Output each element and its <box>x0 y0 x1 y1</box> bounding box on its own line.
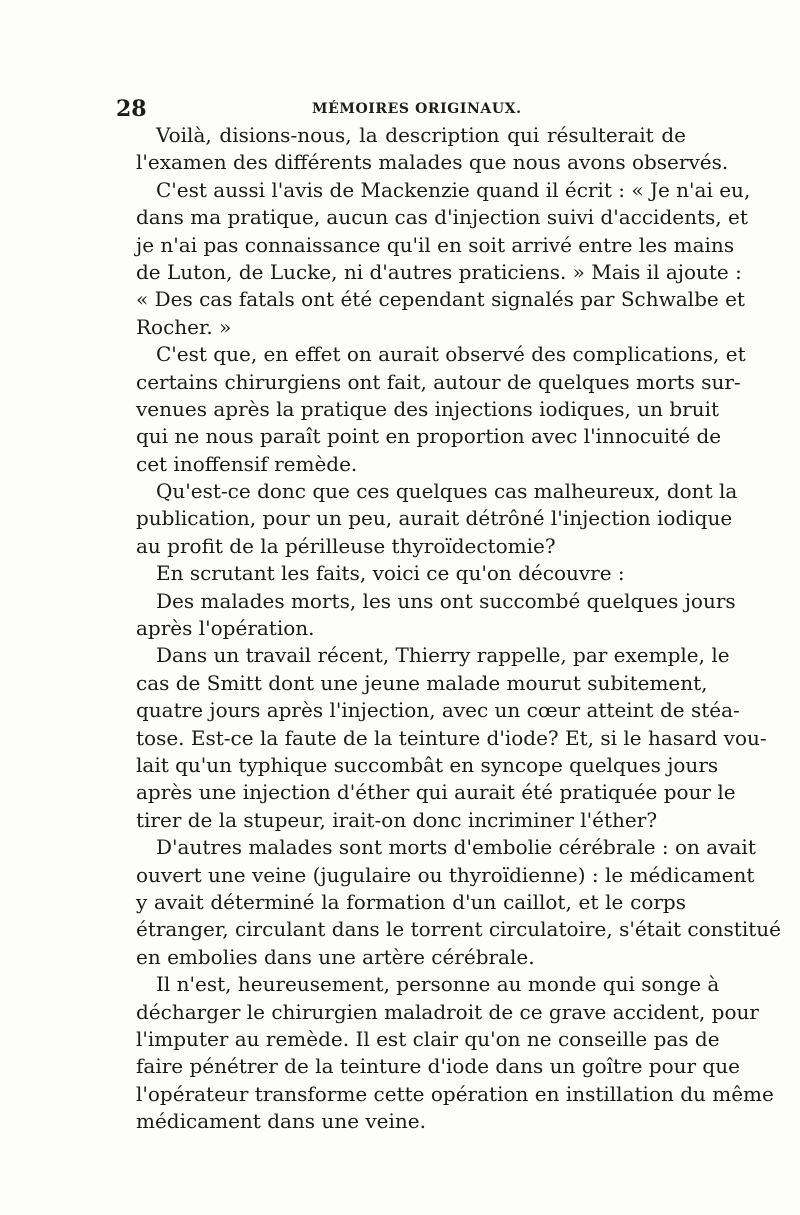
paragraph <box>116 588 736 643</box>
text-line: cas de Smitt dont une jeune malade mourut subitement, <box>136 670 708 695</box>
text-line: certains chirurgiens ont fait, autour de quelques morts sur- <box>136 369 741 394</box>
text-line: qui ne nous paraît point en proportion avec l'innocuité de <box>136 424 722 449</box>
text-line: après une injection d'éther qui aurait été pratiquée pour le <box>136 780 736 805</box>
text-line: au profit de la périlleuse thyroïdectomie? <box>136 533 556 558</box>
text-line: décharger le chirurgien maladroit de ce grave accident, pour <box>136 999 759 1024</box>
paragraph <box>116 478 738 560</box>
body-text <box>116 122 781 1135</box>
running-head: MÉMOIRES ORIGINAUX. <box>312 101 522 117</box>
text-line: C'est que, en effet on aurait observé des complications, et <box>156 342 746 367</box>
text-line: lait qu'un typhique succombât en syncope quelques jours <box>136 752 719 777</box>
text-line: y avait déterminé la formation d'un caillot, et le corps <box>136 889 686 914</box>
text-line: ouvert une veine (jugulaire ou thyroïdienne) : le médicament <box>136 862 755 887</box>
text-line: de Luton, de Lucke, ni d'autres praticiens. » Mais il ajoute : <box>136 259 742 284</box>
text-line: en embolies dans une artère cérébrale. <box>136 944 535 969</box>
text-line: l'imputer au remède. Il est clair qu'on ne conseille pas de <box>136 1026 720 1051</box>
page-number: 28 <box>116 96 147 122</box>
paragraph <box>116 560 686 587</box>
text-line: venues après la pratique des injections iodiques, un bruit <box>136 396 720 421</box>
text-line: publication, pour un peu, aurait détrôné l'injection iodique <box>136 506 733 531</box>
text-line: après l'opération. <box>136 616 315 641</box>
text-line: quatre jours après l'injection, avec un cœur atteint de stéa- <box>136 698 740 723</box>
paragraph <box>116 834 781 971</box>
text-line: « Des cas fatals ont été cependant signalés par Schwalbe et <box>136 287 745 312</box>
paragraph <box>116 642 767 834</box>
text-line: faire pénétrer de la teinture d'iode dans un goître pour que <box>136 1054 740 1079</box>
paragraph <box>116 122 729 177</box>
text-line: C'est aussi l'avis de Mackenzie quand il écrit : « Je n'ai eu, <box>156 177 751 202</box>
text-line: dans ma pratique, aucun cas d'injection suivi d'accidents, et <box>136 205 748 230</box>
text-line: cet inoffensif remède. <box>136 451 358 476</box>
text-line: Des malades morts, les uns ont succombé quelques jours <box>156 588 736 613</box>
text-line: Qu'est-ce donc que ces quelques cas malheureux, dont la <box>156 479 738 504</box>
text-line: Dans un travail récent, Thierry rappelle, par exemple, le <box>156 643 730 668</box>
text-line: D'autres malades sont morts d'embolie cérébrale : on avait <box>156 835 756 860</box>
text-line: je n'ai pas connaissance qu'il en soit arrivé entre les mains <box>136 232 735 257</box>
text-line: En scrutant les faits, voici ce qu'on découvre : <box>156 561 625 586</box>
text-line: Il n'est, heureusement, personne au monde qui songe à <box>156 972 720 997</box>
paragraph <box>116 341 746 478</box>
text-line: l'opérateur transforme cette opération en instillation du même <box>136 1081 774 1106</box>
page-header <box>116 96 686 122</box>
text-line: étranger, circulant dans le torrent circulatoire, s'était constitué <box>136 917 781 942</box>
text-line: Rocher. » <box>136 314 232 339</box>
paragraph <box>116 971 774 1135</box>
text-line: l'examen des différents malades que nous avons observés. <box>136 150 729 175</box>
text-line: tirer de la stupeur, irait-on donc incriminer l'éther? <box>136 807 658 832</box>
text-line: médicament dans une veine. <box>136 1109 426 1134</box>
text-line: tose. Est-ce la faute de la teinture d'iode? Et, si le hasard vou- <box>136 725 767 750</box>
paragraph <box>116 177 751 341</box>
text-line: Voilà, disions-nous, la description qui résulterait de <box>156 123 686 147</box>
